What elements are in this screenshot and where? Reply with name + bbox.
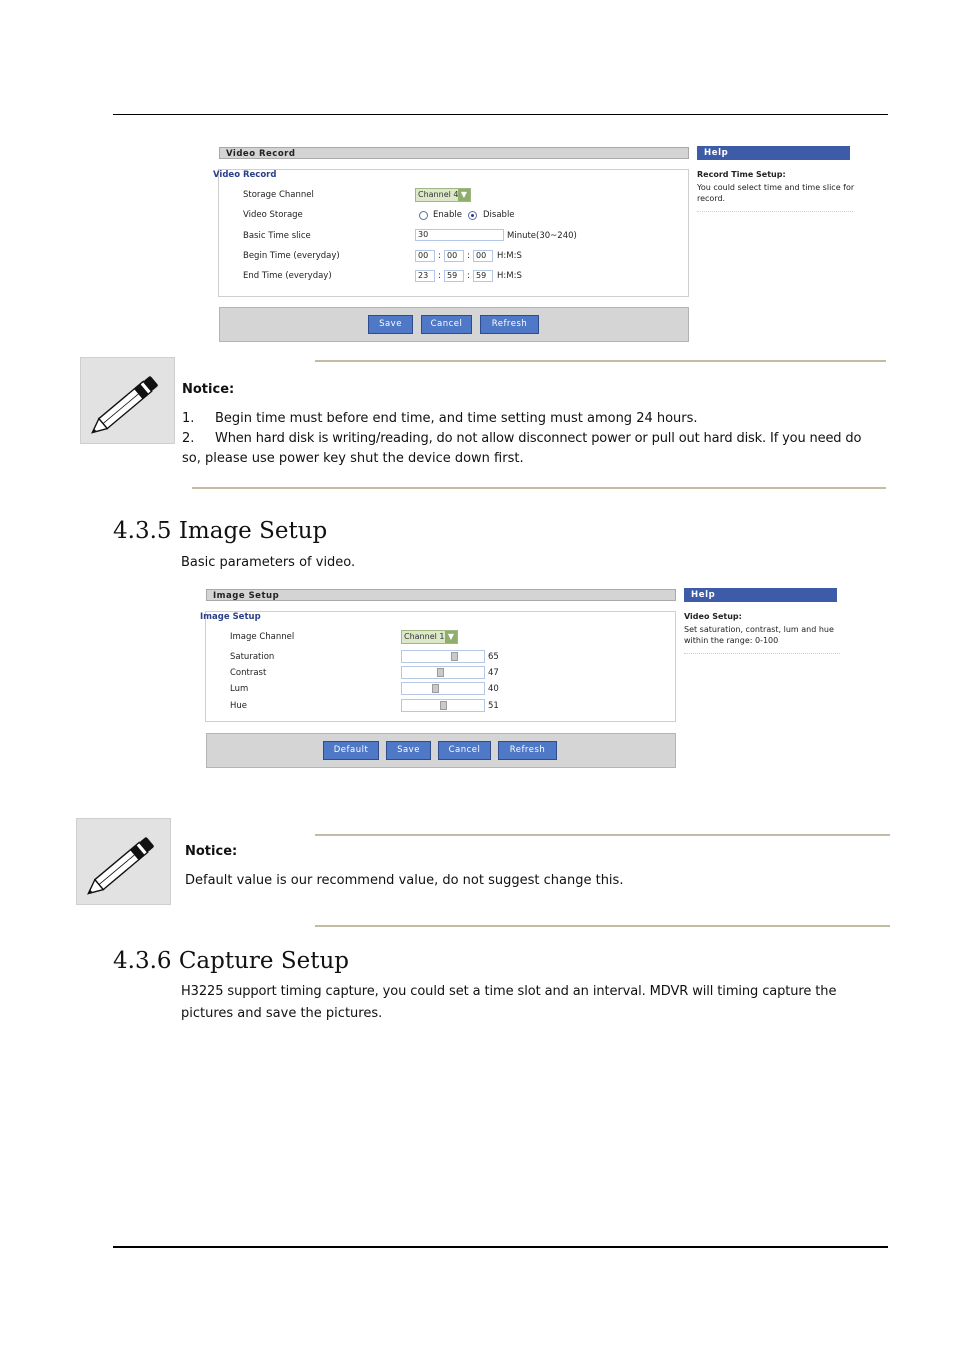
notice-top-rule bbox=[315, 834, 890, 836]
saturation-slider[interactable] bbox=[401, 650, 485, 663]
begin-minute-input[interactable]: 00 bbox=[444, 250, 464, 262]
cancel-button[interactable]: Cancel bbox=[438, 741, 491, 760]
notice-title: Notice: bbox=[182, 382, 235, 397]
chevron-down-icon: ▼ bbox=[445, 631, 457, 643]
saturation-label: Saturation bbox=[230, 652, 275, 662]
notice-icon-box bbox=[76, 818, 171, 905]
notice-icon-box bbox=[80, 357, 175, 444]
video-record-section-title: Video Record bbox=[213, 170, 277, 180]
slider-thumb[interactable] bbox=[432, 684, 439, 693]
section-heading: 4.3.6 Capture Setup bbox=[113, 948, 349, 974]
header-rule bbox=[113, 114, 888, 115]
image-channel-label: Image Channel bbox=[230, 632, 295, 642]
notice-bottom-rule bbox=[192, 487, 886, 489]
notice-item-number: 2. bbox=[182, 431, 195, 446]
end-hour-input[interactable]: 23 bbox=[415, 270, 435, 282]
video-record-help-line1: You could select time and time slice for bbox=[697, 183, 855, 192]
image-setup-section-title: Image Setup bbox=[200, 612, 261, 622]
video-record-help-heading: Record Time Setup: bbox=[697, 170, 786, 179]
lum-label: Lum bbox=[230, 684, 249, 694]
lum-value: 40 bbox=[488, 684, 499, 694]
hue-value: 51 bbox=[488, 701, 499, 711]
save-button[interactable]: Save bbox=[386, 741, 431, 760]
time-slice-unit: Minute(30~240) bbox=[507, 231, 577, 241]
image-setup-help-line1: Set saturation, contrast, lum and hue bbox=[684, 625, 834, 634]
image-setup-help-line2: within the range: 0-100 bbox=[684, 636, 779, 645]
end-time-label: End Time (everyday) bbox=[243, 271, 332, 281]
section-paragraph-line: pictures and save the pictures. bbox=[181, 1006, 383, 1021]
enable-radio[interactable] bbox=[419, 211, 428, 220]
video-storage-label: Video Storage bbox=[243, 210, 303, 220]
cancel-button[interactable]: Cancel bbox=[421, 315, 472, 334]
image-setup-help-bar: Help bbox=[684, 588, 837, 602]
time-slice-input[interactable]: 30 bbox=[415, 229, 504, 241]
contrast-label: Contrast bbox=[230, 668, 267, 678]
notice-title: Notice: bbox=[185, 844, 238, 859]
slider-thumb[interactable] bbox=[440, 701, 447, 710]
footer-rule bbox=[113, 1246, 888, 1248]
slider-thumb[interactable] bbox=[437, 668, 444, 677]
image-channel-value: Channel 1 bbox=[404, 632, 445, 641]
contrast-value: 47 bbox=[488, 668, 499, 678]
save-button[interactable]: Save bbox=[368, 315, 413, 334]
saturation-value: 65 bbox=[488, 652, 499, 662]
begin-time-label: Begin Time (everyday) bbox=[243, 251, 340, 261]
notice-item-number: 1. bbox=[182, 411, 195, 426]
image-channel-select[interactable] bbox=[401, 630, 458, 644]
refresh-button[interactable]: Refresh bbox=[480, 315, 539, 334]
hue-label: Hue bbox=[230, 701, 248, 711]
end-minute-input[interactable]: 59 bbox=[444, 270, 464, 282]
image-setup-help-heading: Video Setup: bbox=[684, 612, 742, 621]
storage-channel-select[interactable] bbox=[415, 188, 471, 202]
help-divider bbox=[684, 653, 840, 654]
image-setup-titlebar: Image Setup bbox=[206, 589, 676, 601]
notice-continuation: so, please use power key shut the device down first. bbox=[182, 451, 524, 466]
lum-slider[interactable] bbox=[401, 682, 485, 695]
video-record-help-bar: Help bbox=[697, 146, 850, 160]
time-separator: : bbox=[438, 251, 441, 261]
notice-bottom-rule bbox=[315, 925, 890, 927]
video-record-help-line2: record. bbox=[697, 194, 726, 203]
notice-text: Default value is our recommend value, do not suggest change this. bbox=[185, 873, 624, 888]
default-button[interactable]: Default bbox=[323, 741, 379, 760]
section-intro: Basic parameters of video. bbox=[181, 555, 356, 570]
contrast-slider[interactable] bbox=[401, 666, 485, 679]
disable-radio[interactable] bbox=[468, 211, 477, 220]
storage-channel-label: Storage Channel bbox=[243, 190, 314, 200]
hue-slider[interactable] bbox=[401, 699, 485, 712]
refresh-button[interactable]: Refresh bbox=[498, 741, 557, 760]
section-paragraph-line: H3225 support timing capture, you could set a time slot and an interval. MDVR will timing capture the bbox=[181, 984, 837, 999]
notice-top-rule bbox=[315, 360, 886, 362]
slider-thumb[interactable] bbox=[451, 652, 458, 661]
begin-second-input[interactable]: 00 bbox=[473, 250, 493, 262]
time-separator: : bbox=[467, 251, 470, 261]
video-record-titlebar: Video Record bbox=[219, 147, 689, 159]
begin-hms-label: H:M:S bbox=[497, 251, 522, 261]
time-separator: : bbox=[438, 271, 441, 281]
notice-item-text: Begin time must before end time, and time setting must among 24 hours. bbox=[215, 411, 698, 426]
notice-item-text: When hard disk is writing/reading, do not allow disconnect power or pull out hard disk. If you need do bbox=[215, 431, 862, 446]
end-hms-label: H:M:S bbox=[497, 271, 522, 281]
pencil-icon bbox=[81, 358, 176, 445]
help-divider bbox=[697, 211, 853, 212]
pencil-icon bbox=[77, 819, 172, 906]
enable-radio-label: Enable bbox=[433, 210, 462, 220]
end-second-input[interactable]: 59 bbox=[473, 270, 493, 282]
storage-channel-value: Channel 4 bbox=[418, 190, 459, 199]
chevron-down-icon: ▼ bbox=[458, 189, 470, 201]
section-heading: 4.3.5 Image Setup bbox=[113, 518, 328, 544]
begin-hour-input[interactable]: 00 bbox=[415, 250, 435, 262]
disable-radio-label: Disable bbox=[483, 210, 515, 220]
basic-time-slice-label: Basic Time slice bbox=[243, 231, 311, 241]
time-separator: : bbox=[467, 271, 470, 281]
